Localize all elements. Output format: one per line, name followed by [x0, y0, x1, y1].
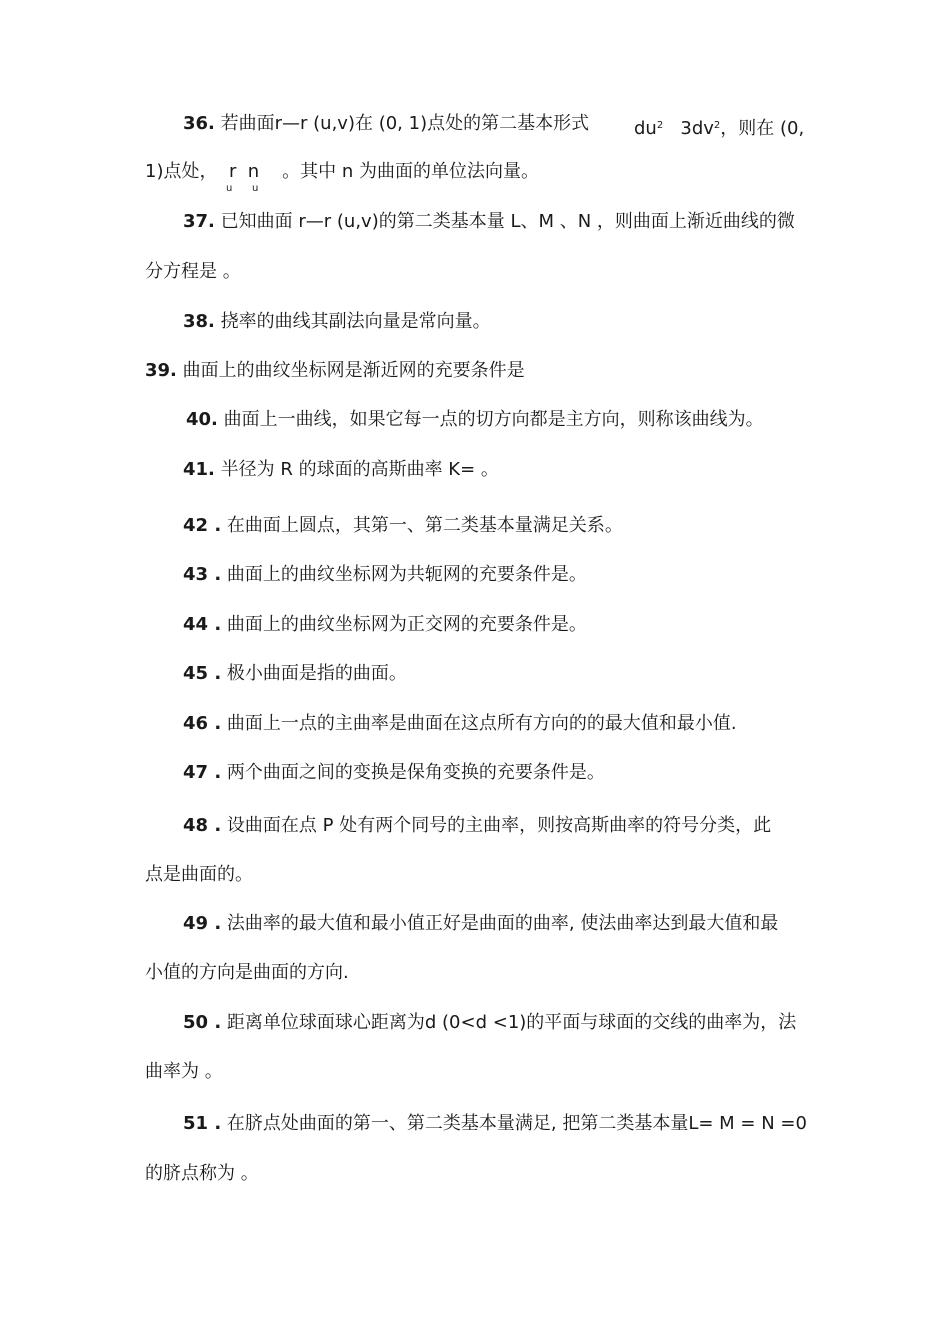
- item-number: 40.: [186, 409, 218, 430]
- item-number: 43 .: [183, 564, 222, 585]
- item-number: 42 .: [183, 515, 222, 536]
- item-41: [183, 458, 499, 482]
- item-49-line-1: [183, 912, 778, 936]
- item-number: 50 .: [183, 1012, 222, 1033]
- item-36-line-1: [183, 112, 589, 136]
- item-48-line-1: [183, 814, 771, 838]
- item-text: (u,v)在 (0, 1)点处的第二基本形式: [307, 113, 590, 134]
- item-text: 挠率的曲线其副法向量是常向量。: [220, 311, 491, 332]
- item-51-line-1: [183, 1112, 807, 1136]
- item-number: 49 .: [183, 913, 222, 934]
- vector-r-symbol: r: [298, 211, 306, 232]
- item-38: [183, 310, 491, 334]
- item-text: 设曲面在点 P 处有两个同号的主曲率，则按高斯曲率的符号分类，此: [226, 815, 772, 836]
- arrow-dash: —: [282, 113, 301, 134]
- item-number: 37.: [183, 211, 215, 232]
- item-47: [183, 761, 605, 785]
- item-number: 44 .: [183, 614, 222, 635]
- item-number: 47 .: [183, 762, 222, 783]
- superscript: 2: [656, 120, 664, 131]
- superscript: 2: [713, 120, 721, 131]
- formula-dv: 3dv: [680, 118, 714, 139]
- item-text: 已知曲面: [220, 211, 299, 232]
- vector-r-symbol: r: [323, 211, 332, 232]
- item-39: [145, 359, 525, 383]
- item-number: 36.: [183, 113, 215, 134]
- item-number: 41.: [183, 459, 215, 480]
- item-number: 51 .: [183, 1113, 222, 1134]
- item-45: [183, 662, 407, 686]
- item-50-line-2: 曲率为 。: [145, 1061, 223, 1082]
- item-36-line-2: [145, 160, 539, 184]
- item-text: 曲面上的曲纹坐标网为共轭网的充要条件是。: [226, 564, 587, 585]
- item-49-line-2: 小值的方向是曲面的方向.: [145, 962, 349, 983]
- item-number: 48 .: [183, 815, 222, 836]
- item-43: [183, 563, 587, 587]
- item-text: 曲面上的曲纹坐标网是渐近网的充要条件是: [182, 360, 525, 381]
- item-text: (u,v)的第二类基本量 L、M 、N ，则曲面上渐近曲线的微: [331, 211, 795, 232]
- item-text: 若曲面: [220, 113, 275, 134]
- formula-du: du: [634, 118, 657, 139]
- item-51-line-2: 的脐点称为 。: [145, 1163, 259, 1184]
- item-text: 曲面上的曲纹坐标网为正交网的充要条件是。: [226, 614, 587, 635]
- vector-r-symbol: r: [228, 161, 237, 182]
- item-40: [186, 408, 764, 432]
- item-text: 。其中 n 为曲面的单位法向量。: [282, 161, 539, 182]
- item-36-formula: [634, 114, 804, 141]
- item-text: 1)点处，: [145, 161, 218, 182]
- vector-r-symbol: r: [300, 113, 308, 134]
- item-text: 在曲面上圆点，其第一、第二类基本量满足关系。: [226, 515, 623, 536]
- vector-r-symbol: r: [274, 113, 283, 134]
- item-44: [183, 613, 587, 637]
- item-number: 46 .: [183, 713, 222, 734]
- item-text: 距离单位球面球心距离为d (0<d <1)的平面与球面的交线的曲率为，法: [226, 1012, 797, 1033]
- arrow-dash: —: [305, 211, 324, 232]
- item-text: 曲面上一曲线，如果它每一点的切方向都是主方向，则称该曲线为。: [223, 409, 764, 430]
- subscript-u: u: [226, 183, 233, 194]
- item-text: 在脐点处曲面的第一、第二类基本量满足, 把第二类基本量L= M = N =0: [226, 1113, 807, 1134]
- item-text: 半径为 R 的球面的高斯曲率 K= 。: [220, 459, 499, 480]
- item-text: 法曲率的最大值和最小值正好是曲面的曲率, 使法曲率达到最大值和最: [226, 913, 779, 934]
- item-number: 45 .: [183, 663, 222, 684]
- item-text: 极小曲面是指的曲面。: [226, 663, 407, 684]
- item-text: ，则在 (0,: [720, 118, 805, 139]
- item-text: 曲面上一点的主曲率是曲面在这点所有方向的的最大值和最小值.: [226, 713, 737, 734]
- item-number: 38.: [183, 311, 215, 332]
- item-42: [183, 514, 623, 538]
- item-50-line-1: [183, 1011, 796, 1035]
- item-48-line-2: 点是曲面的。: [145, 864, 253, 885]
- normal-n-symbol: n: [247, 161, 260, 182]
- item-37-line-1: [183, 210, 795, 234]
- subscript-u: u: [252, 183, 259, 194]
- item-number: 39.: [145, 360, 177, 381]
- item-46: [183, 712, 737, 736]
- item-text: 两个曲面之间的变换是保角变换的充要条件是。: [226, 762, 605, 783]
- item-37-line-2: 分方程是 。: [145, 261, 241, 282]
